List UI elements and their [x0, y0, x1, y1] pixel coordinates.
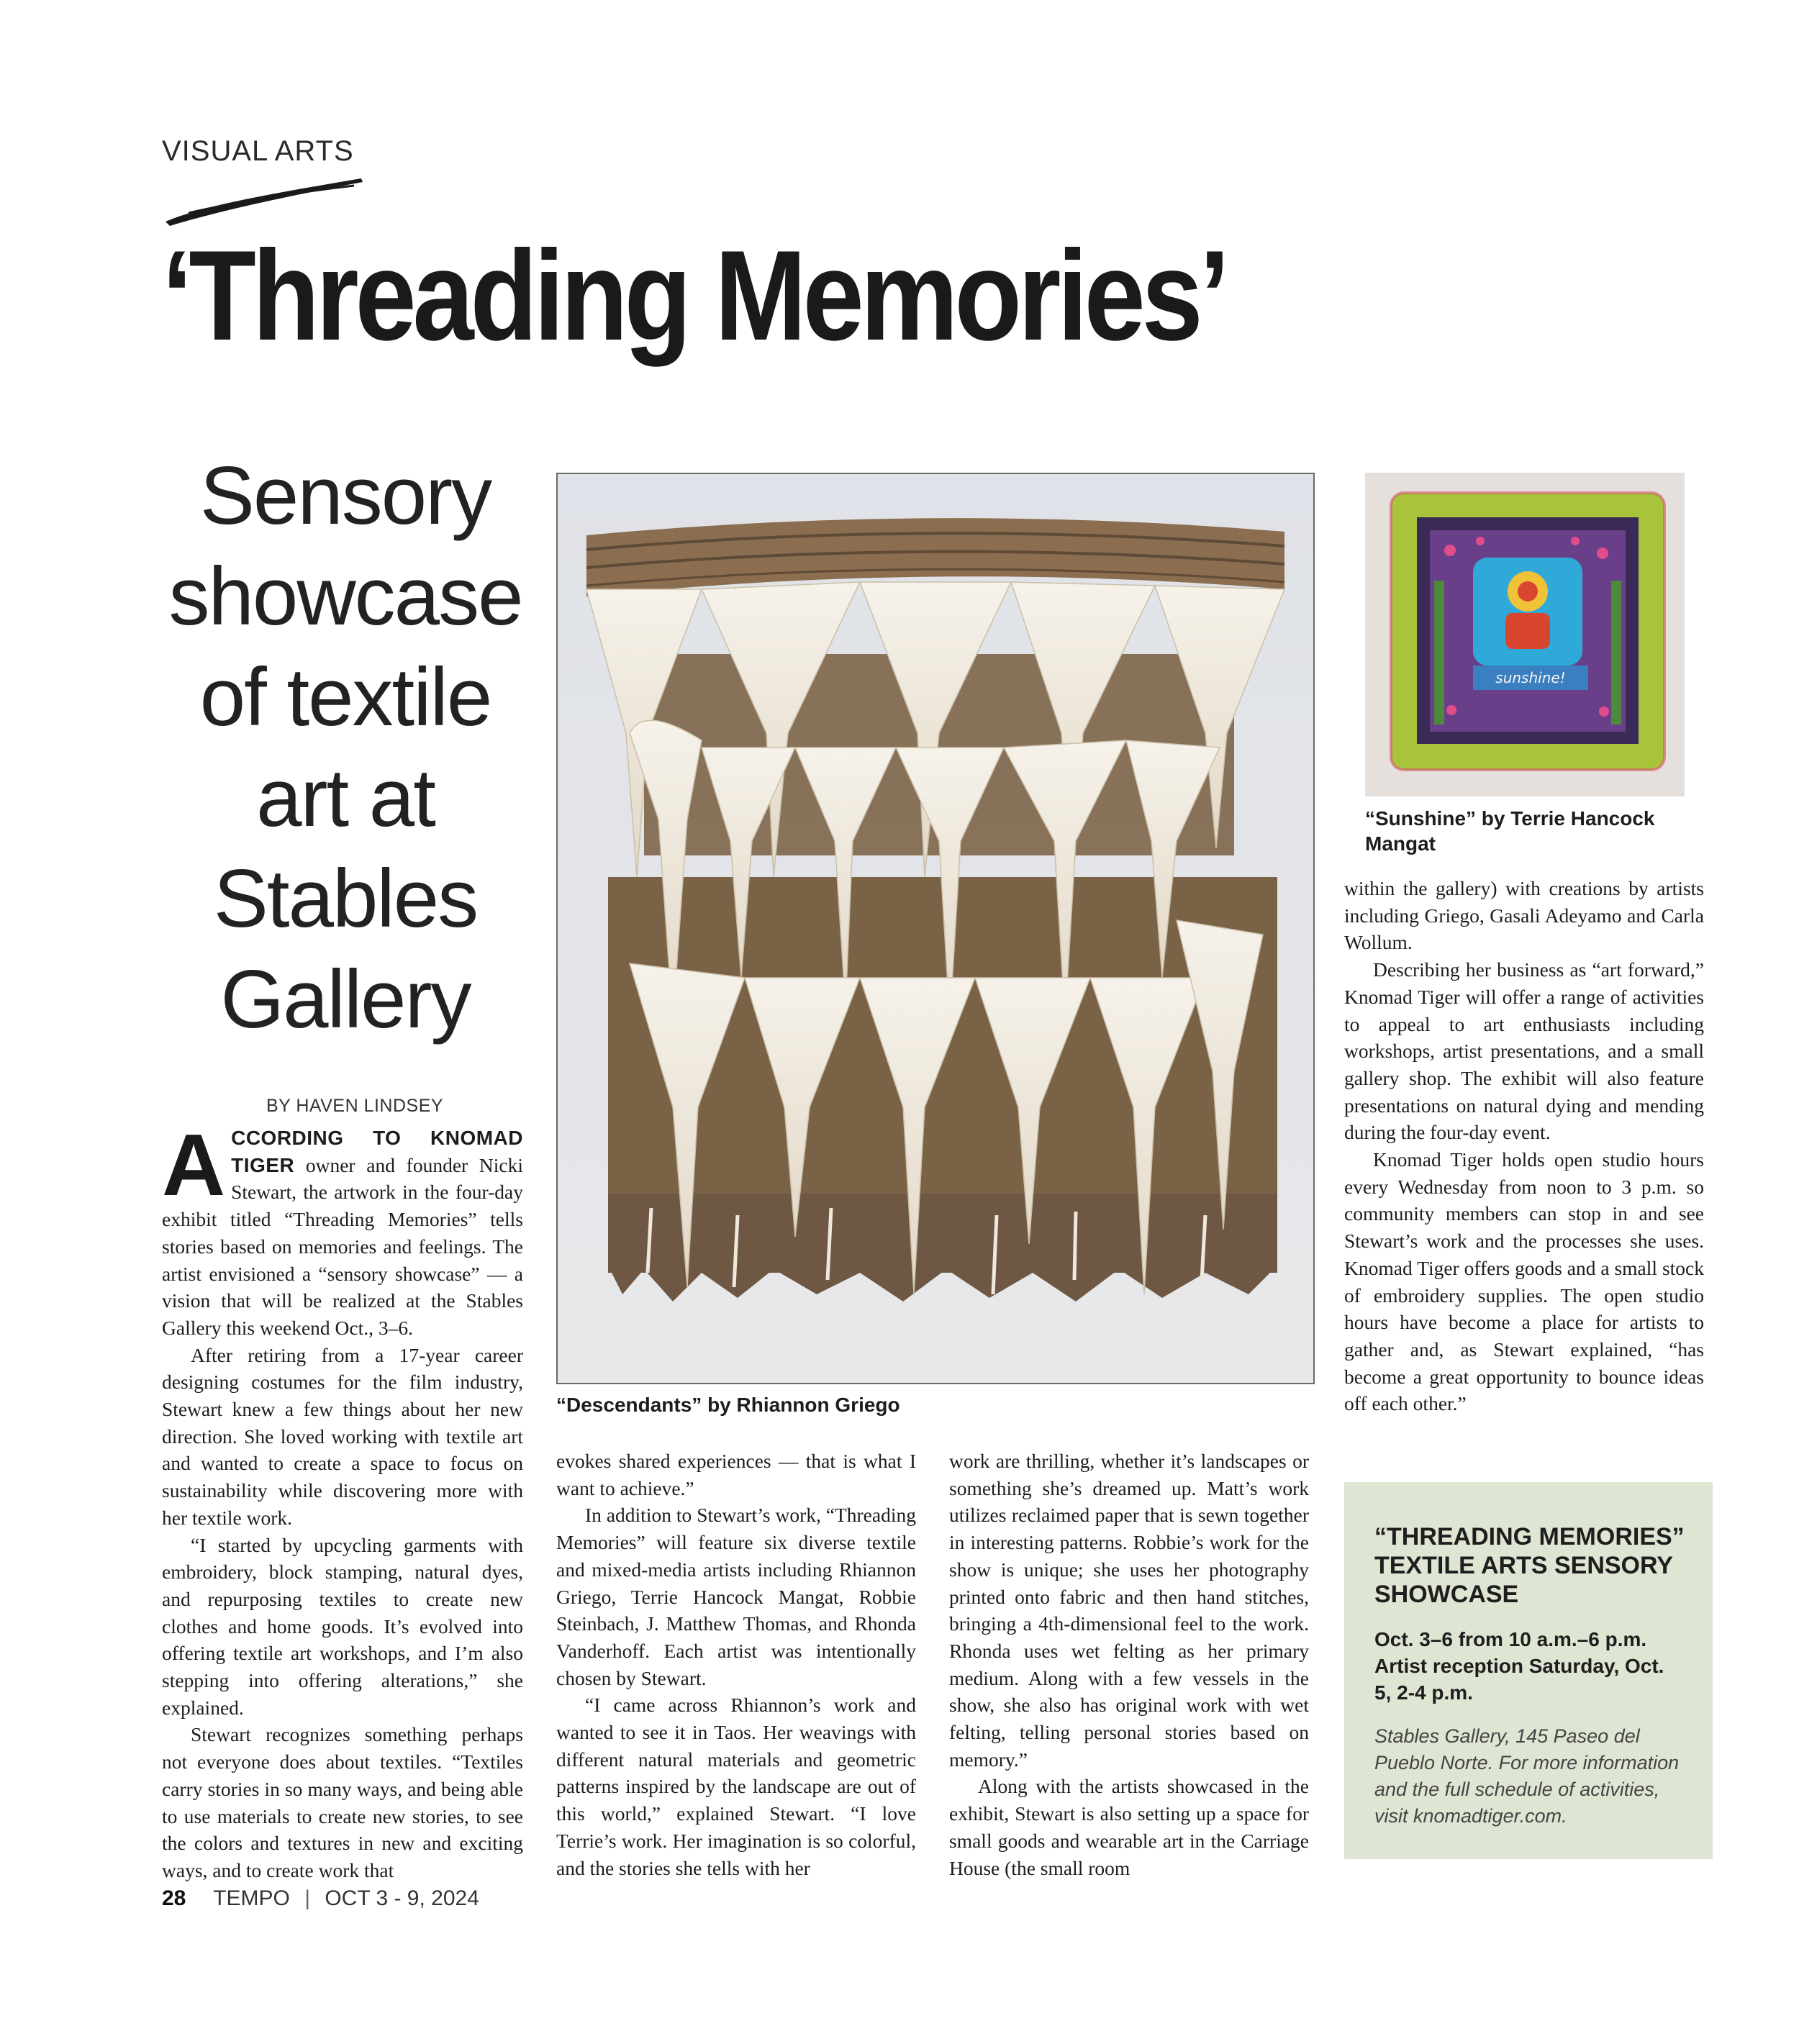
article-column-2 — [556, 1448, 916, 1881]
article-paragraph: ACCORDING TO KNOMAD TIGER owner and founder Nicki Stewart, the artwork in the four-day exhibit titled “Threading Memories” tells stories based on memories and feelings. The artist envisioned a “sensory showcase” — a vision that will be realized at the Stables Gallery this weekend Oct., 3–6. — [162, 1116, 523, 1339]
event-info-box — [1344, 1482, 1713, 1859]
article-paragraph: within the gallery) with creations by artists including Griego, Gasali Adeyamo and Carla Wollum. — [1344, 877, 1704, 954]
info-box-location: Stables Gallery, 145 Paseo del Pueblo Norte. For more information and the full schedule of activities, visit knomadtiger.com. — [1374, 1725, 1680, 1827]
article-paragraph: Along with the artists showcased in the exhibit, Stewart is also setting up a space for small goods and wearable art in the Carriage House (the small room — [949, 1775, 1309, 1879]
sunshine-photo — [1365, 473, 1685, 796]
descendants-photo — [556, 473, 1315, 1384]
headline: ‘Threading Memories’ — [162, 224, 1226, 367]
publication-name: TEMPO — [213, 1886, 290, 1910]
article-column-4 — [1344, 875, 1704, 1417]
article-paragraph: After retiring from a 17-year career designing costumes for the film industry, Stewart knew a few things about her new direction. She loved working with textile art and wanted to create a space to focus on sustainability while discovering more with her textile work. — [162, 1343, 523, 1529]
side-photo-caption: “Sunshine” by Terrie Hancock Mangat — [1365, 807, 1655, 855]
page-number: 28 — [162, 1886, 186, 1910]
page-footer — [162, 1886, 479, 1911]
article-paragraph: In addition to Stewart’s work, “Threading Memories” will feature six diverse textile and mixed-media artists including Rhiannon Griego, Terrie Hancock Mangat, Robbie Steinbach, J. Matthew Thomas, and Rhonda Vanderhoff. Each artist was intentionally chosen by Stewart. — [556, 1504, 916, 1689]
lead-in: CCORDING TO KNOMAD TIGER — [231, 1127, 523, 1176]
article-paragraph: work are thrilling, whether it’s landscapes or something she’s dreamed up. Matt’s work utilizes reclaimed paper that is sewn together in interesting patterns. Robbie’s work for the show is unique; she uses her photography printed onto fabric and then hand stitches, bringing a 4th-dimensional feel to the work. Rhonda uses wet felting as her primary medium. Along with a few vessels in the show, she also has original work with wet felting, telling personal stories based on memory.” — [949, 1450, 1309, 1771]
info-box-dates: Oct. 3–6 from 10 a.m.–6 p.m. Artist reception Saturday, Oct. 5, 2-4 p.m. — [1374, 1628, 1664, 1704]
article-column-1 — [162, 1116, 523, 1884]
section-underline-swash — [160, 170, 368, 227]
textile-weaving-illustration — [558, 474, 1313, 1383]
framed-artwork-illustration — [1365, 473, 1685, 796]
section-label: VISUAL ARTS — [162, 135, 354, 167]
article-paragraph: Knomad Tiger holds open studio hours every Wednesday from noon to 3 p.m. so community members can stop in and see Stewart’s work and the processes she uses. Knomad Tiger offers goods and a small stock of embroidery supplies. The open studio hours have become a place for artists to gather and, as Stewart explained, “has become a great opportunity to bounce ideas off each other.” — [1344, 1148, 1704, 1415]
article-column-3 — [949, 1448, 1309, 1881]
drop-cap: A — [162, 1116, 226, 1214]
subhead: Sensory showcase of textile art at Stables Gallery — [168, 450, 522, 1045]
article-paragraph: evokes shared experiences — that is what I want to achieve.” — [556, 1450, 916, 1499]
info-box-title: “THREADING MEMORIES” TEXTILE ARTS SENSORY SHOWCASE — [1374, 1523, 1685, 1608]
sunshine-art-text: sunshine! — [1495, 669, 1566, 686]
main-photo-caption: “Descendants” by Rhiannon Griego — [556, 1394, 900, 1416]
article-paragraph: Stewart recognizes something perhaps not everyone does about textiles. “Textiles carry stories in so many ways, and being able to use materials to create new stories, to see the colors and textures in new and exciting ways, and to create work that — [162, 1723, 523, 1881]
article-paragraph: Describing her business as “art forward,” Knomad Tiger will offer a range of activities to appeal to art enthusiasts including workshops, artist presentations, and a small gallery shop. The exhibit will also feature presentations on natural dying and mending during the four-day event. — [1344, 958, 1704, 1144]
article-paragraph: “I came across Rhiannon’s work and wanted to see it in Taos. Her weavings with different natural materials and geometric patterns inspired by the landscape are out of this world,” explained Stewart. “I love Terrie’s work. Her imagination is so colorful, and the stories she tells with her — [556, 1694, 916, 1879]
byline: BY HAVEN LINDSEY — [266, 1096, 444, 1116]
issue-date: OCT 3 - 9, 2024 — [325, 1886, 479, 1910]
footer-separator: | — [304, 1886, 310, 1910]
article-paragraph: “I started by upcycling garments with embroidery, block stamping, natural dyes, and repurposing textiles to create new clothes and home goods. It’s evolved into offering textile art workshops, and I’m also stepping into offering alterations,” she explained. — [162, 1533, 523, 1719]
